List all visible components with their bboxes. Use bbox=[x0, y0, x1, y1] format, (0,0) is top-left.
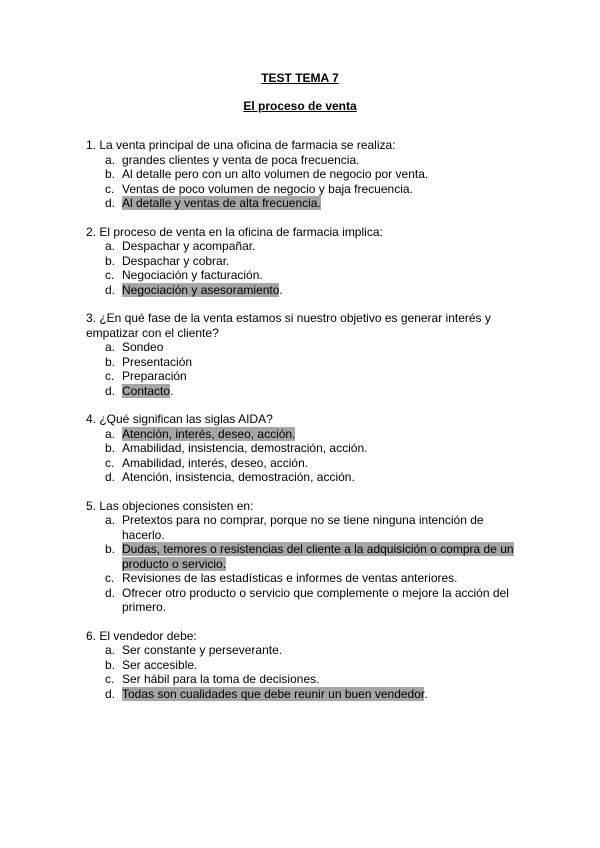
option-list bbox=[86, 513, 526, 615]
answer-option bbox=[86, 153, 526, 168]
answer-option bbox=[86, 369, 526, 384]
option-letter: b. bbox=[105, 354, 116, 369]
answer-option bbox=[86, 658, 526, 673]
option-letter: d. bbox=[105, 470, 116, 484]
question-block bbox=[86, 311, 526, 398]
answer-option bbox=[86, 456, 526, 471]
answer-option bbox=[86, 470, 526, 485]
document-title: TEST TEMA 7 bbox=[261, 71, 339, 85]
answer-option bbox=[86, 268, 526, 283]
option-text: Sondeo bbox=[122, 340, 164, 354]
question-text: 1. La venta principal de una oficina de farmacia se realiza: bbox=[86, 138, 396, 152]
option-letter: a. bbox=[105, 426, 116, 441]
option-text: Despachar y acompañar. bbox=[122, 239, 256, 253]
option-letter: d. bbox=[105, 686, 116, 701]
answer-option bbox=[86, 542, 526, 571]
option-letter: c. bbox=[105, 571, 115, 585]
option-letter: c. bbox=[105, 181, 115, 196]
answer-option bbox=[86, 182, 526, 197]
option-letter: d. bbox=[105, 282, 116, 297]
correct-answer-highlight: Atención, interés, deseo, acción. bbox=[122, 426, 296, 441]
option-letter: b. bbox=[105, 542, 116, 556]
option-letter: a. bbox=[105, 643, 116, 657]
option-letter: d. bbox=[105, 383, 116, 398]
option-text: Ser hábil para la toma de decisiones. bbox=[122, 672, 320, 686]
option-text: Amabilidad, interés, deseo, acción. bbox=[122, 455, 309, 470]
option-text: Atención, insistencia, demostración, acción. bbox=[122, 470, 355, 484]
option-letter: b. bbox=[105, 441, 116, 455]
option-letter: b. bbox=[105, 167, 116, 181]
option-text: Ventas de poco volumen de negocio y baja frecuencia. bbox=[122, 181, 413, 196]
option-text: Pretextos para no comprar, porque no se tiene ninguna intención de hacerlo. bbox=[122, 513, 484, 542]
question-block bbox=[86, 629, 526, 702]
option-text: Revisiones de las estadísticas e informes de ventas anteriores. bbox=[122, 571, 458, 585]
answer-option bbox=[86, 586, 526, 615]
option-letter: a. bbox=[105, 152, 116, 167]
option-text: grandes clientes y venta de poca frecuencia. bbox=[122, 152, 360, 167]
answer-option bbox=[86, 239, 526, 254]
answer-option bbox=[86, 196, 526, 211]
option-text: Ser constante y perseverante. bbox=[122, 643, 283, 657]
correct-answer-highlight: Al detalle y ventas de alta frecuencia. bbox=[122, 196, 321, 210]
option-letter: a. bbox=[105, 513, 116, 527]
question-block bbox=[86, 412, 526, 485]
correct-answer-highlight: Contacto bbox=[122, 383, 171, 398]
option-list bbox=[86, 340, 526, 398]
answer-option bbox=[86, 167, 526, 182]
option-text: Negociación y facturación. bbox=[122, 268, 263, 282]
question-text: 2. El proceso de venta en la oficina de farmacia implica: bbox=[86, 224, 383, 239]
option-letter: b. bbox=[105, 657, 116, 672]
answer-option bbox=[86, 384, 526, 399]
option-text: Amabilidad, insistencia, demostración, acción. bbox=[122, 441, 368, 455]
option-letter: d. bbox=[105, 585, 116, 600]
option-letter: a. bbox=[105, 239, 116, 253]
option-suffix: . bbox=[279, 282, 283, 297]
option-list bbox=[86, 427, 526, 485]
answer-option bbox=[86, 672, 526, 687]
answer-option bbox=[86, 427, 526, 442]
correct-answer-highlight: Dudas, temores o resistencias del cliente a la adquisición o compra de un producto o servicio. bbox=[122, 542, 514, 571]
option-letter: b. bbox=[105, 253, 116, 268]
document-subtitle: El proceso de venta bbox=[243, 99, 357, 113]
question-block bbox=[86, 225, 526, 298]
answer-option bbox=[86, 340, 526, 355]
option-list bbox=[86, 239, 526, 297]
answer-option bbox=[86, 687, 526, 702]
answer-option bbox=[86, 513, 526, 542]
option-suffix: . bbox=[170, 383, 174, 398]
answer-option bbox=[86, 254, 526, 269]
option-letter: c. bbox=[105, 268, 115, 282]
answer-option bbox=[86, 355, 526, 370]
option-letter: a. bbox=[105, 340, 116, 354]
question-text: 5. Las objeciones consisten en: bbox=[86, 498, 254, 513]
option-text: Presentación bbox=[122, 354, 193, 369]
question-text: 6. El vendedor debe: bbox=[86, 628, 197, 643]
option-text: Al detalle pero con un alto volumen de negocio por venta. bbox=[122, 167, 429, 181]
option-letter: c. bbox=[105, 455, 115, 470]
option-text: Ofrecer otro producto o servicio que complemente o mejore la acción del primero. bbox=[122, 585, 509, 614]
option-letter: d. bbox=[105, 196, 116, 210]
option-text: Despachar y cobrar. bbox=[122, 253, 230, 268]
option-list bbox=[86, 643, 526, 701]
correct-answer-highlight: Negociación y asesoramiento bbox=[122, 282, 280, 297]
option-letter: c. bbox=[105, 672, 115, 686]
question-text: 3. ¿En qué fase de la venta estamos si nuestro objetivo es generar interés y empatizar con el cliente? bbox=[86, 311, 491, 340]
option-letter: c. bbox=[105, 369, 115, 383]
answer-option bbox=[86, 571, 526, 586]
answer-option bbox=[86, 643, 526, 658]
question-block bbox=[86, 499, 526, 615]
answer-option bbox=[86, 283, 526, 298]
option-list bbox=[86, 153, 526, 211]
correct-answer-highlight: Todas son cualidades que debe reunir un buen vendedor bbox=[122, 686, 425, 701]
answer-option bbox=[86, 441, 526, 456]
option-text: Ser accesible. bbox=[122, 657, 198, 672]
question-text: 4. ¿Qué significan las siglas AIDA? bbox=[86, 412, 273, 426]
question-list bbox=[86, 138, 526, 715]
option-suffix: . bbox=[424, 686, 428, 701]
question-block bbox=[86, 138, 526, 211]
option-text: Preparación bbox=[122, 369, 187, 383]
